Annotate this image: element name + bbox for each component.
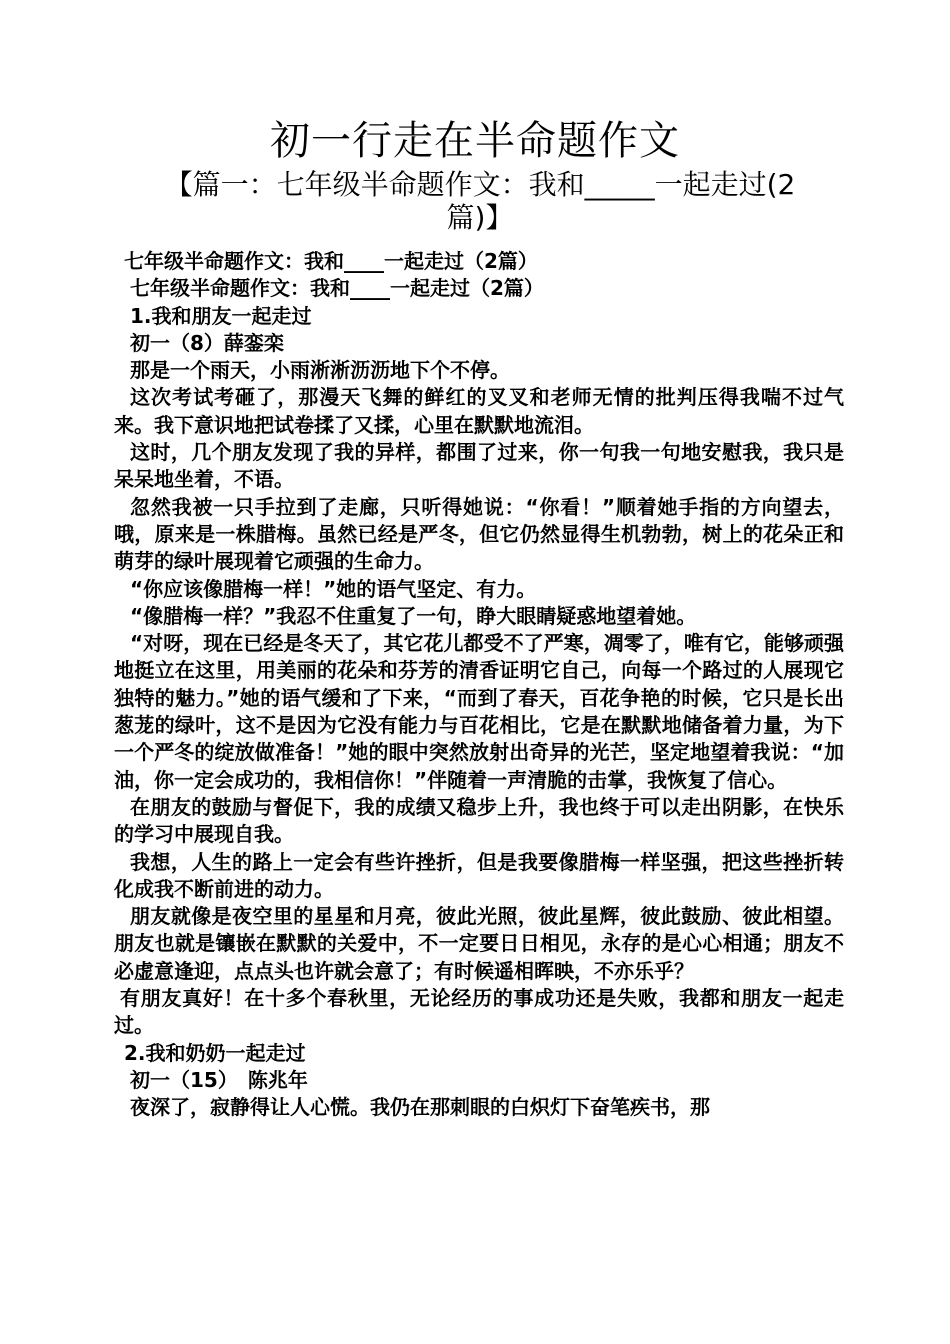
paragraph: 夜深了，寂静得让人心慌。我仍在那刺眼的白炽灯下奋笔疾书，那 xyxy=(130,1095,710,1120)
document-subtitle: 【篇一：七年级半命题作文：我和_____一起走过(2篇)】 xyxy=(164,168,796,234)
author-line-1: 初一（8）薛銮栾 xyxy=(130,330,284,355)
paragraph: “对呀，现在已经是冬天了，其它花儿都受不了严寒，凋零了，唯有它，能够顽强地挺立在这里，用美丽的花朵和芬芳的清香证明它自己，向每一个路过的人展现它独特的魅力。”她的语气缓和了下来，“而到了春天，百花争艳的时候，它只是长出葱茏的绿叶，这不是因为它没有能力与百花相比，它是在默默地储备着力量，为下一个严冬的绽放做准备！”她的眼中突然放射出奇异的光芒，坚定地望着我说：“加油，你一定会成功的，我相信你！”伴随着一声清脆的击掌，我恢复了信心。 xyxy=(114,631,844,792)
paragraph: 我想，人生的路上一定会有些许挫折，但是我要像腊梅一样坚强，把这些挫折转化成我不断前进的动力。 xyxy=(114,849,844,901)
paragraph: 朋友就像是夜空里的星星和月亮，彼此光照，彼此星辉，彼此鼓励、彼此相望。朋友也就是镶嵌在默默的关爱中，不一定要日日相见，永存的是心心相通；朋友不必虚意逢迎，点点头也许就会意了；有时候遥相晖映，不亦乐乎？ xyxy=(114,904,844,983)
document-title: 初一行走在半命题作文 xyxy=(270,118,680,164)
paragraph: 这次考试考砸了，那漫天飞舞的鲜红的叉叉和老师无情的批判压得我喘不过气来。我下意识地把试卷揉了又揉，心里在默默地流泪。 xyxy=(114,385,844,437)
document-body xyxy=(114,248,844,1122)
paragraph: 在朋友的鼓励与督促下，我的成绩又稳步上升，我也终于可以走出阴影，在快乐的学习中展现自我。 xyxy=(114,794,844,847)
paragraph-heading-1: 七年级半命题作文：我和____一起走过（2篇） xyxy=(124,249,538,273)
paragraph: 这时，几个朋友发现了我的异样，都围了过来，你一句我一句地安慰我，我只是呆呆地坐着，不语。 xyxy=(114,440,844,492)
paragraph: 忽然我被一只手拉到了走廊，只听得她说：“你看！”顺着她手指的方向望去，哦，原来是一株腊梅。虽然已经是严冬，但它仍然显得生机勃勃，树上的花朵正和萌芽的绿叶展现着它顽强的生命力。 xyxy=(114,494,844,574)
paragraph: 有朋友真好！在十多个春秋里，无论经历的事成功还是失败，我都和朋友一起走过。 xyxy=(114,986,844,1038)
author-line-2: 初一（15） 陈兆年 xyxy=(130,1067,308,1092)
section-title-2: 2.我和奶奶一起走过 xyxy=(124,1040,306,1065)
section-title-1: 1.我和朋友一起走过 xyxy=(130,303,312,328)
paragraph: 那是一个雨天，小雨淅淅沥沥地下个不停。 xyxy=(130,358,510,383)
paragraph: “你应该像腊梅一样！”她的语气坚定、有力。 xyxy=(130,576,537,601)
paragraph-heading-2: 七年级半命题作文：我和____一起走过（2篇） xyxy=(130,276,544,301)
paragraph: “像腊梅一样？”我忍不住重复了一句，睁大眼睛疑惑地望着她。 xyxy=(130,603,697,628)
